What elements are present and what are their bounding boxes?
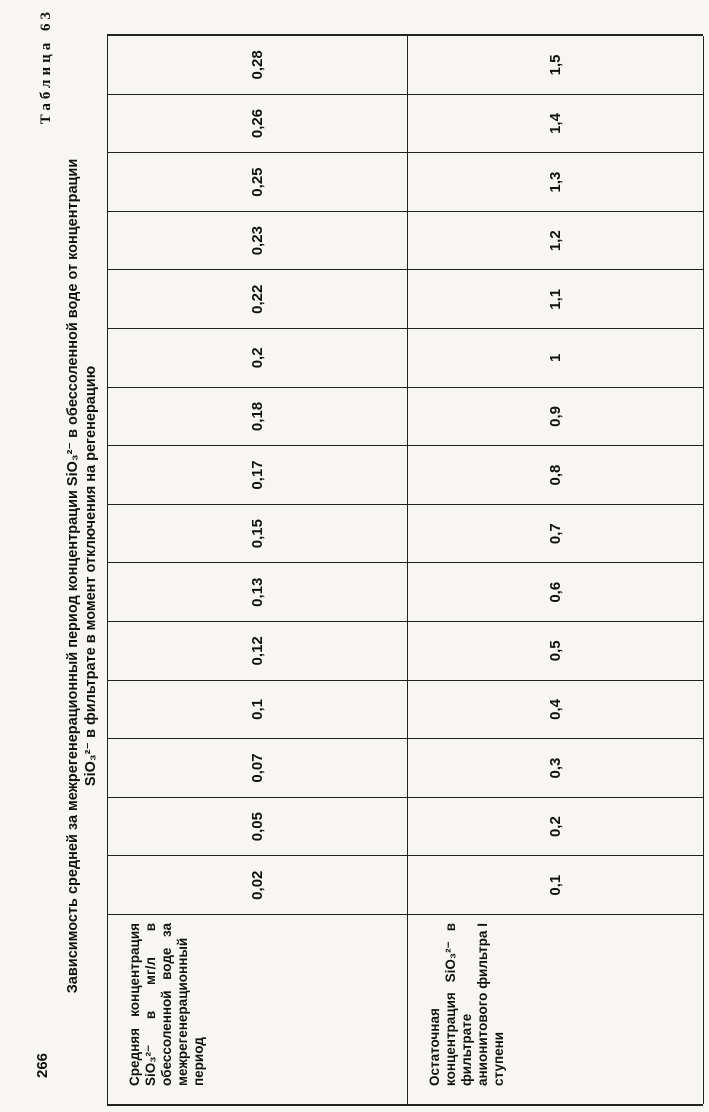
table-row: [407, 36, 703, 1104]
row-header-residual-concentration: Остаточная концентрация SiO₃²⁻ в фильтрате анионитового фильтра I ступени: [407, 914, 703, 1104]
table-cell: 0,17: [107, 445, 407, 504]
table-bottom-rule: [703, 36, 704, 1104]
table-cell: 0,9: [407, 387, 703, 446]
title-line-2: SiO₃²⁻ в фильтрате в момент отключения на регенерацию: [83, 365, 99, 787]
table-title: [64, 110, 100, 1042]
table-cell: 0,22: [107, 269, 407, 328]
table-cell: 0,6: [407, 562, 703, 621]
table-cell: 0,3: [407, 738, 703, 797]
table-cell: 0,8: [407, 445, 703, 504]
row-header-average-concentration: Средняя концентрация SiO₃²⁻ в мг/л в обессоленной воде за межрегенерационный период: [107, 914, 407, 1104]
table-label: Таблица 63: [38, 8, 54, 125]
table-cell: 1,2: [407, 211, 703, 270]
table-cell: 0,02: [107, 855, 407, 914]
table-cell: 0,7: [407, 504, 703, 563]
table-row: [107, 36, 407, 1104]
table-cell: 1,5: [546, 54, 564, 76]
table-cell: 0,15: [107, 504, 407, 563]
table-cell: 1,3: [407, 152, 703, 211]
table-cell: 0,05: [107, 797, 407, 856]
table-cell: 0,23: [107, 211, 407, 270]
table-cell: 0,1: [407, 855, 703, 914]
table-cell: 0,18: [107, 387, 407, 446]
table-cell: 0,28: [248, 50, 266, 80]
table-cell: 0,26: [107, 94, 407, 153]
table-cell: 1,1: [407, 269, 703, 328]
data-table: [107, 34, 703, 1106]
table-cell: 0,5: [407, 621, 703, 680]
table-cell: 1,4: [407, 94, 703, 153]
table-cell: 0,13: [107, 562, 407, 621]
table-cell: 1: [407, 328, 703, 387]
table-cell: 0,4: [407, 680, 703, 739]
table-cell: 0,12: [107, 621, 407, 680]
table-cell: 0,25: [107, 152, 407, 211]
title-line-1: Зависимость средней за межрегенерационный период концентрации SiO₃²⁻ в обессоленной воде от концентрации: [65, 158, 81, 994]
table-cell: 0,07: [107, 738, 407, 797]
table-cell: 0,1: [107, 680, 407, 739]
page-number: 266: [34, 1052, 51, 1078]
table-cell: 0,2: [107, 328, 407, 387]
table-cell: 0,2: [407, 797, 703, 856]
